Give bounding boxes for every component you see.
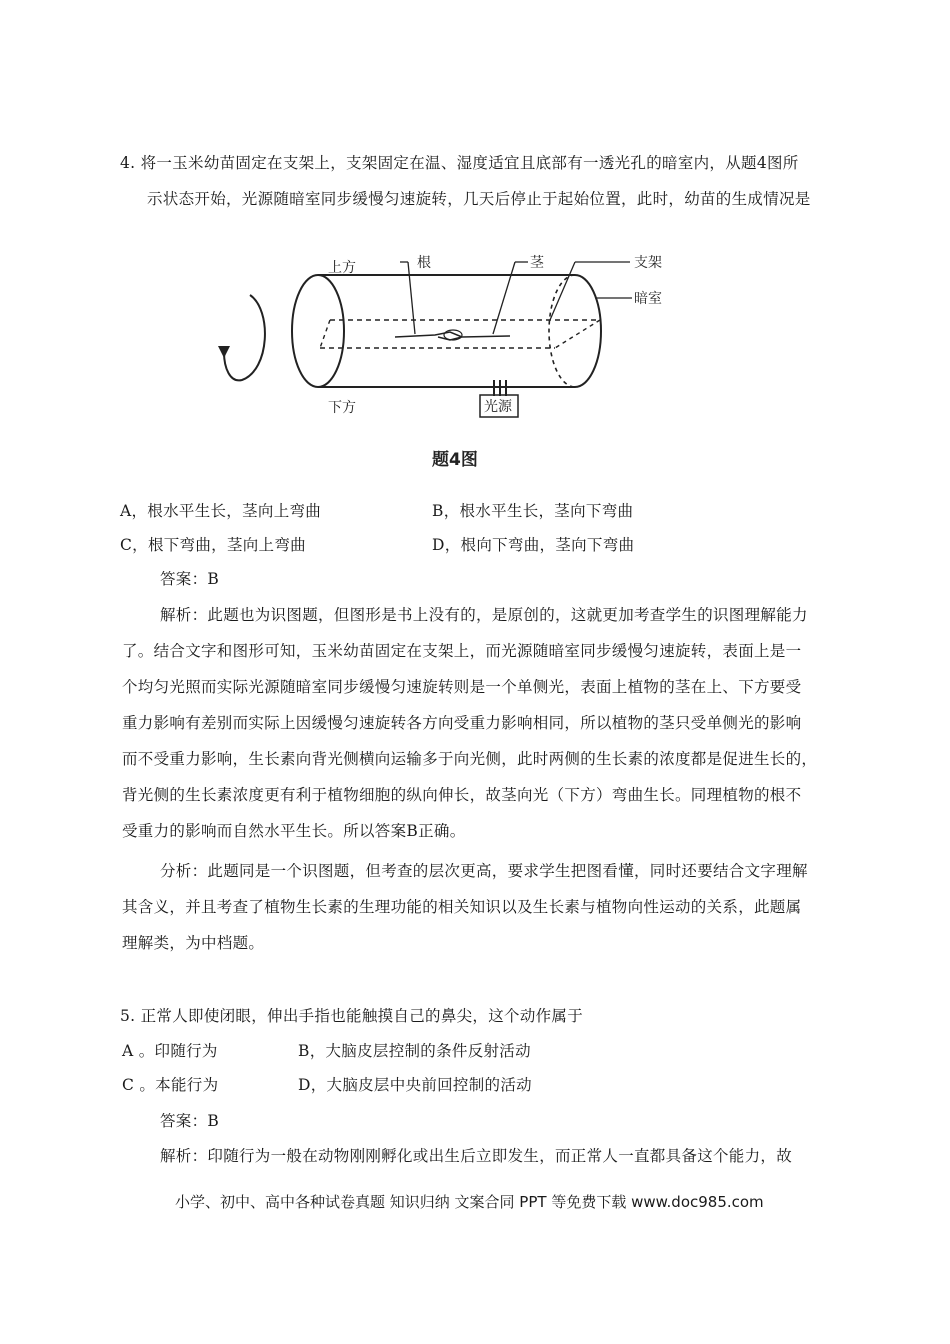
label-support: 支架 [634, 255, 662, 271]
rotating-darkroom-diagram [210, 240, 740, 480]
q4-analysis-line: 背光侧的生长素浓度更有利于植物细胞的纵向伸长，故茎向光（下方）弯曲生长。同理植物的根不 [122, 786, 802, 804]
q5-option-c: C 。本能行为 [122, 1076, 219, 1094]
q4-option-a: A，根水平生长，茎向上弯曲 [120, 502, 322, 520]
q4-option-b: B，根水平生长，茎向下弯曲 [432, 502, 634, 520]
page-footer: 小学、初中、高中各种试卷真题 知识归纳 文案合同 PPT 等免费下载 www.doc985.com [175, 1193, 764, 1211]
q4-analysis-line: 了。结合文字和图形可知，玉米幼苗固定在支架上，而光源随暗室同步缓慢匀速旋转，表面上是一 [122, 642, 802, 660]
q4-comment-line: 分析：此题同是一个识图题，但考查的层次更高，要求学生把图看懂，同时还要结合文字理解 [160, 862, 808, 880]
q4-analysis-line: 重力影响有差别而实际上因缓慢匀速旋转各方向受重力影响相同，所以植物的茎只受单侧光的影响 [122, 714, 802, 732]
support-left-end [320, 320, 330, 348]
cylinder-left-end [292, 275, 344, 387]
q4-figure [210, 240, 740, 480]
root-pointer [408, 262, 415, 334]
q5-stem: 5. 正常人即使闭眼，伸出手指也能触摸自己的鼻尖，这个动作属于 [120, 1007, 584, 1025]
stem-pointer [493, 262, 515, 334]
support-right-end [555, 320, 600, 348]
q4-analysis-line: 受重力的影响而自然水平生长。所以答案B正确。 [122, 822, 466, 840]
q4-stem-line2: 示状态开始，光源随暗室同步缓慢匀速旋转，几天后停止于起始位置，此时，幼苗的生成情况是 [147, 190, 811, 208]
q5-option-b: B，大脑皮层控制的条件反射活动 [298, 1042, 531, 1060]
q5-option-d: D，大脑皮层中央前回控制的活动 [298, 1076, 532, 1094]
label-darkroom: 暗室 [634, 291, 662, 307]
q4-analysis-line: 而不受重力影响，生长素向背光侧横向运输多于向光侧，此时两侧的生长素的浓度都是促进生长的， [122, 750, 818, 768]
rotation-arrow-icon [224, 295, 265, 380]
q4-answer: 答案：B [160, 570, 220, 588]
figure-caption: 题4图 [432, 450, 478, 470]
label-stem: 茎 [530, 255, 544, 271]
q5-answer: 答案：B [160, 1112, 220, 1130]
q4-comment-line: 其含义，并且考查了植物生长素的生理功能的相关知识以及生长素与植物向性运动的关系，此题属 [122, 898, 802, 916]
q4-analysis-line: 个均匀光照而实际光源随暗室同步缓慢匀速旋转则是一个单侧光，表面上植物的茎在上、下方要受 [122, 678, 802, 696]
q4-analysis-line: 解析：此题也为识图题，但图形是书上没有的，是原创的，这就更加考查学生的识图理解能力 [160, 606, 808, 624]
q5-analysis-line: 解析：印随行为一般在动物刚刚孵化或出生后立即发生，而正常人一直都具备这个能力，故 [160, 1147, 793, 1165]
q4-comment-line: 理解类，为中档题。 [122, 934, 265, 952]
label-light-source: 光源 [484, 399, 512, 415]
q4-option-c: C，根下弯曲，茎向上弯曲 [120, 536, 306, 554]
support-pointer [550, 262, 575, 320]
label-root: 根 [417, 255, 431, 271]
cylinder-right-front [575, 275, 601, 387]
arrow-head-icon [218, 346, 230, 358]
label-top: 上方 [328, 260, 356, 276]
label-bottom: 下方 [328, 400, 356, 416]
q5-option-a: A 。印随行为 [122, 1042, 218, 1060]
q4-stem-line1: 4. 将一玉米幼苗固定在支架上，支架固定在温、湿度适宜且底部有一透光孔的暗室内，从题4图所 [120, 154, 799, 172]
q4-option-d: D，根向下弯曲，茎向下弯曲 [432, 536, 635, 554]
